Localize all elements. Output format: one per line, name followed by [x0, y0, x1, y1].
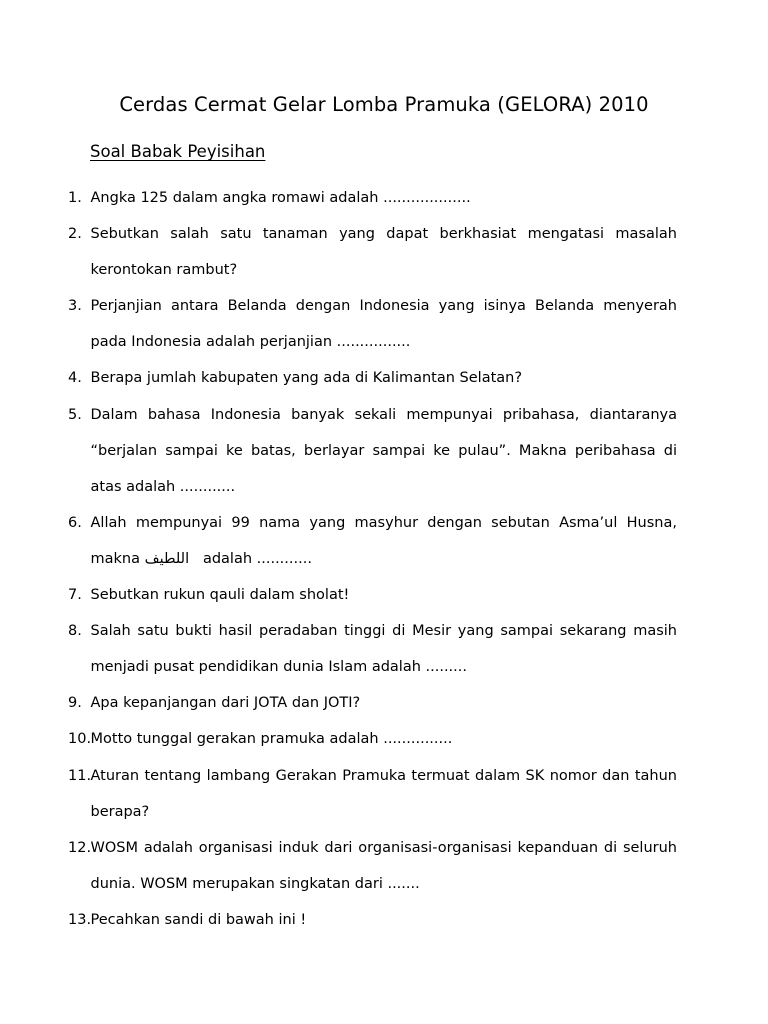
question-text: WOSM adalah organisasi induk dari organisasi-organisasi kepanduan di seluruh dunia. WOSM merupakan singkatan dari ....... — [90, 839, 677, 892]
question-item — [68, 505, 677, 577]
question-text: Sebutkan rukun qauli dalam sholat! — [90, 587, 350, 604]
question-item — [68, 685, 677, 721]
question-number: 8. — [68, 623, 82, 640]
question-item — [68, 902, 677, 938]
question-text: Aturan tentang lambang Gerakan Pramuka termuat dalam SK nomor dan tahun berapa? — [90, 767, 677, 820]
question-number: 12. — [68, 839, 92, 856]
arabic-term: اللطيف — [144, 550, 190, 567]
question-item — [68, 397, 677, 505]
question-text: Perjanjian antara Belanda dengan Indonesia yang isinya Belanda menyerah pada Indonesia adalah perjanjian ................ — [90, 298, 677, 351]
question-item — [68, 360, 677, 396]
question-item — [68, 830, 677, 902]
question-number: 3. — [68, 298, 82, 315]
question-number: 13. — [68, 911, 92, 928]
question-item — [68, 721, 677, 757]
section-heading: Soal Babak Peyisihan — [90, 142, 266, 161]
question-number: 11. — [68, 767, 92, 784]
question-item — [68, 216, 677, 288]
question-text: Angka 125 dalam angka romawi adalah ................... — [90, 190, 471, 206]
question-number: 5. — [68, 406, 82, 423]
question-item — [68, 288, 677, 360]
question-text: Motto tunggal gerakan pramuka adalah ............... — [90, 731, 453, 748]
question-number: 7. — [68, 587, 82, 604]
question-text: Allah mempunyai 99 nama yang masyhur dengan sebutan Asma’ul Husna, makna — [90, 514, 677, 567]
question-text: Salah satu bukti hasil peradaban tinggi di Mesir yang sampai sekarang masih menjadi pusat pendidikan dunia Islam adalah ......... — [90, 623, 677, 676]
question-number: 9. — [68, 695, 82, 712]
question-text: Sebutkan salah satu tanaman yang dapat berkhasiat mengatasi masalah kerontokan rambut? — [90, 226, 677, 279]
question-item — [68, 577, 677, 613]
question-number: 10. — [68, 731, 92, 748]
question-number: 4. — [68, 370, 82, 387]
question-text: Apa kepanjangan dari JOTA dan JOTI? — [90, 695, 361, 712]
question-number: 1. — [68, 190, 82, 206]
question-text: Dalam bahasa Indonesia banyak sekali mempunyai pribahasa, diantaranya “berjalan sampai ke batas, berlayar sampai ke pulau”. Makna peribahasa di atas adalah ............ — [90, 406, 677, 495]
question-text-after: adalah ............ — [202, 550, 312, 567]
question-list — [68, 180, 677, 938]
question-item — [68, 758, 677, 830]
question-text: Pecahkan sandi di bawah ini ! — [90, 911, 307, 928]
page-title: Cerdas Cermat Gelar Lomba Pramuka (GELORA) 2010 — [119, 93, 649, 116]
question-number: 6. — [68, 514, 82, 531]
question-item — [68, 180, 677, 216]
question-item — [68, 613, 677, 685]
question-number: 2. — [68, 226, 82, 243]
question-text: Berapa jumlah kabupaten yang ada di Kalimantan Selatan? — [90, 370, 523, 387]
